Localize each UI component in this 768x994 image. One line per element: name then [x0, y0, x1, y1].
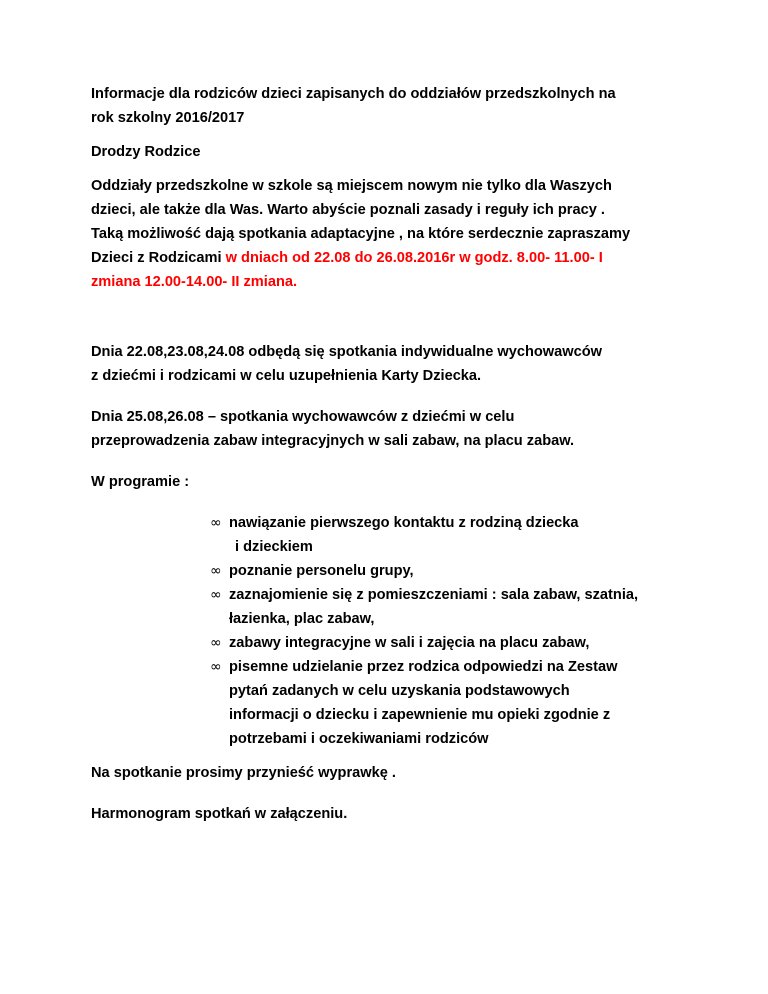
- intro-line-2: dzieci, ale także dla Was. Warto abyście poznali zasady i reguły ich pracy .: [91, 202, 605, 218]
- intro-line-4-text: Dzieci z Rodzicami: [91, 250, 226, 266]
- individual-line-2: z dziećmi i rodzicami w celu uzupełnienia Karty Dziecka.: [91, 368, 482, 384]
- intro-line-1: Oddziały przedszkolne w szkole są miejscem nowym nie tylko dla Waszych: [91, 178, 612, 194]
- integration-line-2: przeprowadzenia zabaw integracyjnych w sali zabaw, na placu zabaw.: [91, 433, 575, 449]
- list-item-line: zabawy integracyjne w sali i zajęcia na placu zabaw,: [229, 635, 590, 651]
- list-item-line: potrzebami i oczekiwaniami rodziców: [229, 731, 489, 747]
- integration-line-1: Dnia 25.08,26.08 – spotkania wychowawców z dziećmi w celu: [91, 409, 515, 425]
- list-item-line: pisemne udzielanie przez rodzica odpowiedzi na Zestaw: [229, 659, 618, 675]
- individual-meetings-paragraph: [91, 340, 691, 388]
- list-item-line: nawiązanie pierwszego kontaktu z rodziną dziecka: [229, 515, 579, 531]
- infinity-bullet-icon: ∞: [210, 659, 222, 675]
- integration-meetings-paragraph: [91, 405, 691, 453]
- list-item: [210, 655, 680, 751]
- infinity-bullet-icon: ∞: [210, 587, 222, 603]
- list-item-line: łazienka, plac zabaw,: [229, 611, 375, 627]
- infinity-bullet-icon: ∞: [210, 635, 222, 651]
- intro-dates-highlight: w dniach od 22.08 do 26.08.2016r w godz. 8.00- 11.00- I: [225, 250, 603, 266]
- title-line-2: rok szkolny 2016/2017: [91, 110, 245, 126]
- layette-note: Na spotkanie prosimy przynieść wyprawkę .: [91, 765, 396, 781]
- list-item: [210, 631, 680, 655]
- list-item-line: informacji o dziecku i zapewnienie mu opieki zgodnie z: [229, 707, 611, 723]
- intro-shifts-highlight: zmiana 12.00-14.00- II zmiana.: [91, 274, 298, 290]
- document-page: [91, 82, 691, 826]
- title-line-1: Informacje dla rodziców dzieci zapisanych do oddziałów przedszkolnych na: [91, 86, 616, 102]
- infinity-bullet-icon: ∞: [210, 515, 222, 531]
- list-item: [210, 583, 680, 631]
- program-heading: W programie :: [91, 474, 190, 490]
- intro-line-3: Taką możliwość dają spotkania adaptacyjne , na które serdecznie zapraszamy: [91, 226, 631, 242]
- infinity-bullet-icon: ∞: [210, 563, 222, 579]
- program-list: [210, 511, 680, 751]
- intro-paragraph: [91, 174, 691, 294]
- list-item-line: i dzieckiem: [235, 539, 313, 555]
- list-item-line: zaznajomienie się z pomieszczeniami : sala zabaw, szatnia,: [229, 587, 639, 603]
- list-item: [210, 559, 680, 583]
- document-title: [91, 82, 691, 130]
- individual-line-1: Dnia 22.08,23.08,24.08 odbędą się spotkania indywidualne wychowawców: [91, 344, 602, 360]
- list-item: [210, 511, 680, 559]
- schedule-note: Harmonogram spotkań w załączeniu.: [91, 806, 348, 822]
- list-item-line: pytań zadanych w celu uzyskania podstawowych: [229, 683, 570, 699]
- list-item-line: poznanie personelu grupy,: [229, 563, 414, 579]
- greeting: Drodzy Rodzice: [91, 144, 201, 160]
